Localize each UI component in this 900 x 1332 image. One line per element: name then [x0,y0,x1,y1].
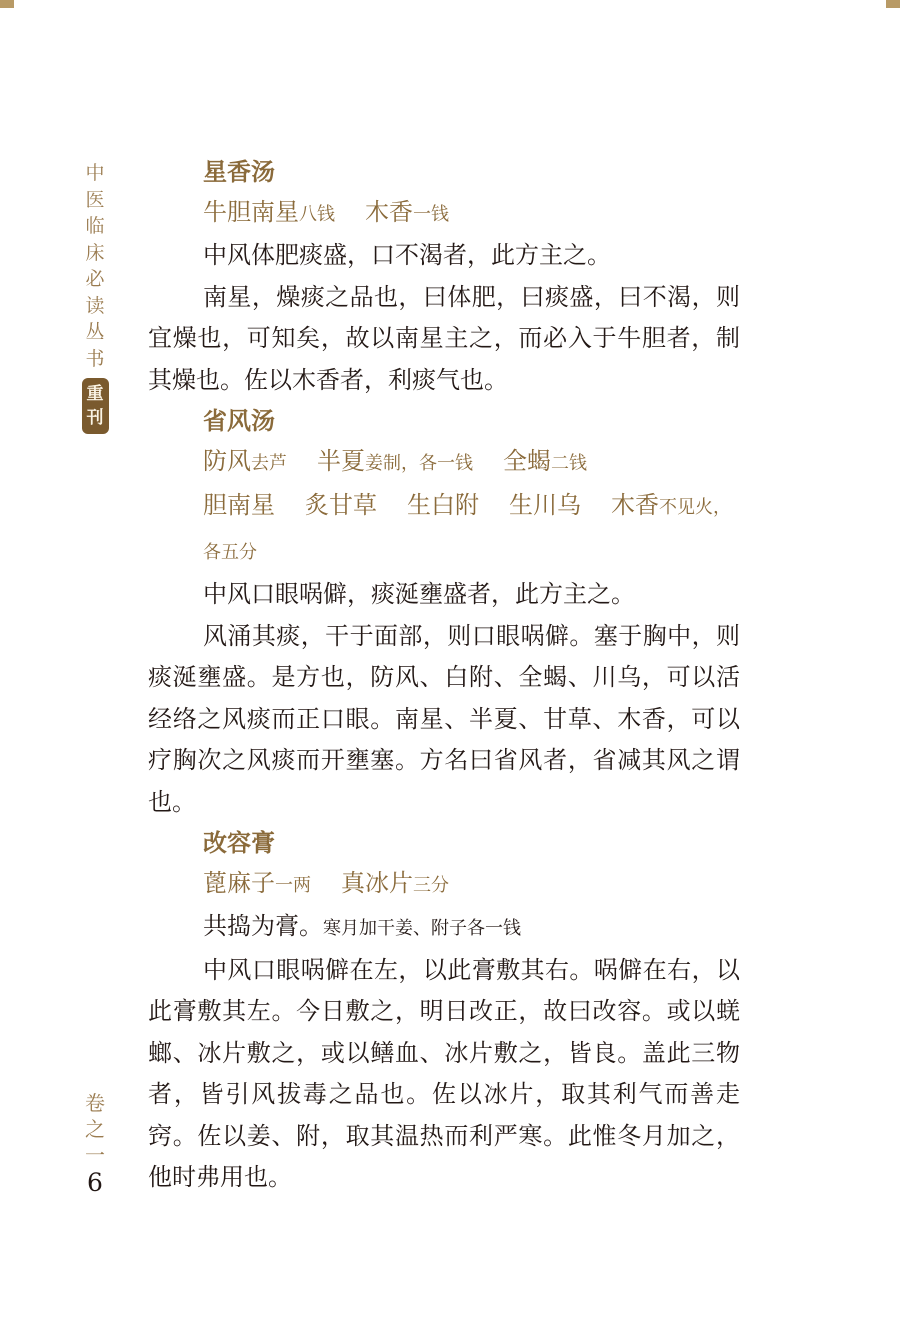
herb-name: 真冰片 [341,869,413,897]
formula-title: 星香汤 [203,157,275,186]
herb-name: 防风 [203,447,251,475]
series-title-char: 中 [85,162,105,184]
herb-dose: 一钱 [413,204,449,225]
volume-char: 卷 [85,1091,105,1115]
ingredient-line [148,441,740,484]
herb-name: 生白附 [407,491,479,519]
commentary-paragraph: 中风口眼㖞僻在左，以此膏敷其右。㖞僻在右，以此膏敷其左。今日敷之，明日改正，故曰改容。或以蜣螂、冰片敷之，或以鳝血、冰片敷之，皆良。盖此三物者，皆引风拔毒之品也。佐以冰片，取其利气而善走窍。佐以姜、附，取其温热而利严寒。此惟冬月加之，他时弗用也。 [148,955,740,1191]
herb-name: 木香 [365,198,413,226]
ingredient-line [148,192,740,235]
herb-dose: 二钱 [551,453,587,474]
herb-name: 炙甘草 [305,491,377,519]
herb-name: 全蝎 [503,447,551,475]
herb-dose: 八钱 [299,204,335,225]
series-title-char: 读 [85,294,105,317]
series-title-char: 医 [85,188,105,211]
preparation-paragraph [148,906,740,950]
corner-crop-mark-right [886,0,900,8]
preparation-text: 共捣为膏。 [203,912,323,940]
preparation-note: 寒月加干姜、附子各一钱 [323,918,521,939]
series-title-vertical [80,160,110,434]
series-title-char: 临 [85,215,105,237]
seal-char: 刊 [86,408,104,428]
page-number: 6 [87,1168,103,1197]
herb-name: 蓖麻子 [203,869,275,897]
series-title-char: 丛 [85,321,105,343]
page-content [148,152,740,1199]
herb-dose: 姜制，各一钱 [365,453,473,474]
ingredient-line [148,863,740,906]
herb-name: 木香 [611,491,659,519]
indication-paragraph: 中风口眼㖞僻，痰涎壅盛者，此方主之。 [203,580,635,608]
seal-char: 重 [86,384,104,404]
series-title-char: 书 [85,347,105,370]
commentary-paragraph: 南星，燥痰之品也，曰体肥，曰痰盛，曰不渴，则宜燥也，可知矣，故以南星主之，而必入于牛胆者，制其燥也。佐以木香者，利痰气也。 [148,282,740,394]
herb-dose: 一两 [275,875,311,896]
indication-paragraph: 中风体肥痰盛，口不渴者，此方主之。 [203,241,611,269]
corner-crop-mark-left [0,0,14,8]
herb-name: 胆南星 [203,491,275,519]
formula-title: 改容膏 [203,828,275,857]
series-title-char: 床 [85,241,105,264]
series-title-char: 必 [85,268,105,290]
reprint-seal [82,378,109,434]
commentary-paragraph: 风涌其痰，干于面部，则口眼㖞僻。塞于胸中，则痰涎壅盛。是方也，防风、白附、全蝎、川乌，可以活经络之风痰而正口眼。南星、半夏、甘草、木香，可以疗胸次之风痰而开壅塞。方名曰省风者，省减其风之谓也。 [148,621,740,816]
formula-title: 省风汤 [203,406,275,435]
herb-name: 生川乌 [509,491,581,519]
ingredient-line [148,484,740,574]
herb-dose: 三分 [413,875,449,896]
herb-name: 牛胆南星 [203,198,299,226]
herb-dose: 不见火，各五分 [203,497,731,563]
herb-name: 半夏 [317,447,365,475]
volume-label-vertical [80,1090,110,1168]
volume-char: 之 [85,1117,105,1141]
volume-char: 一 [85,1143,105,1167]
herb-dose: 去芦 [251,453,287,474]
